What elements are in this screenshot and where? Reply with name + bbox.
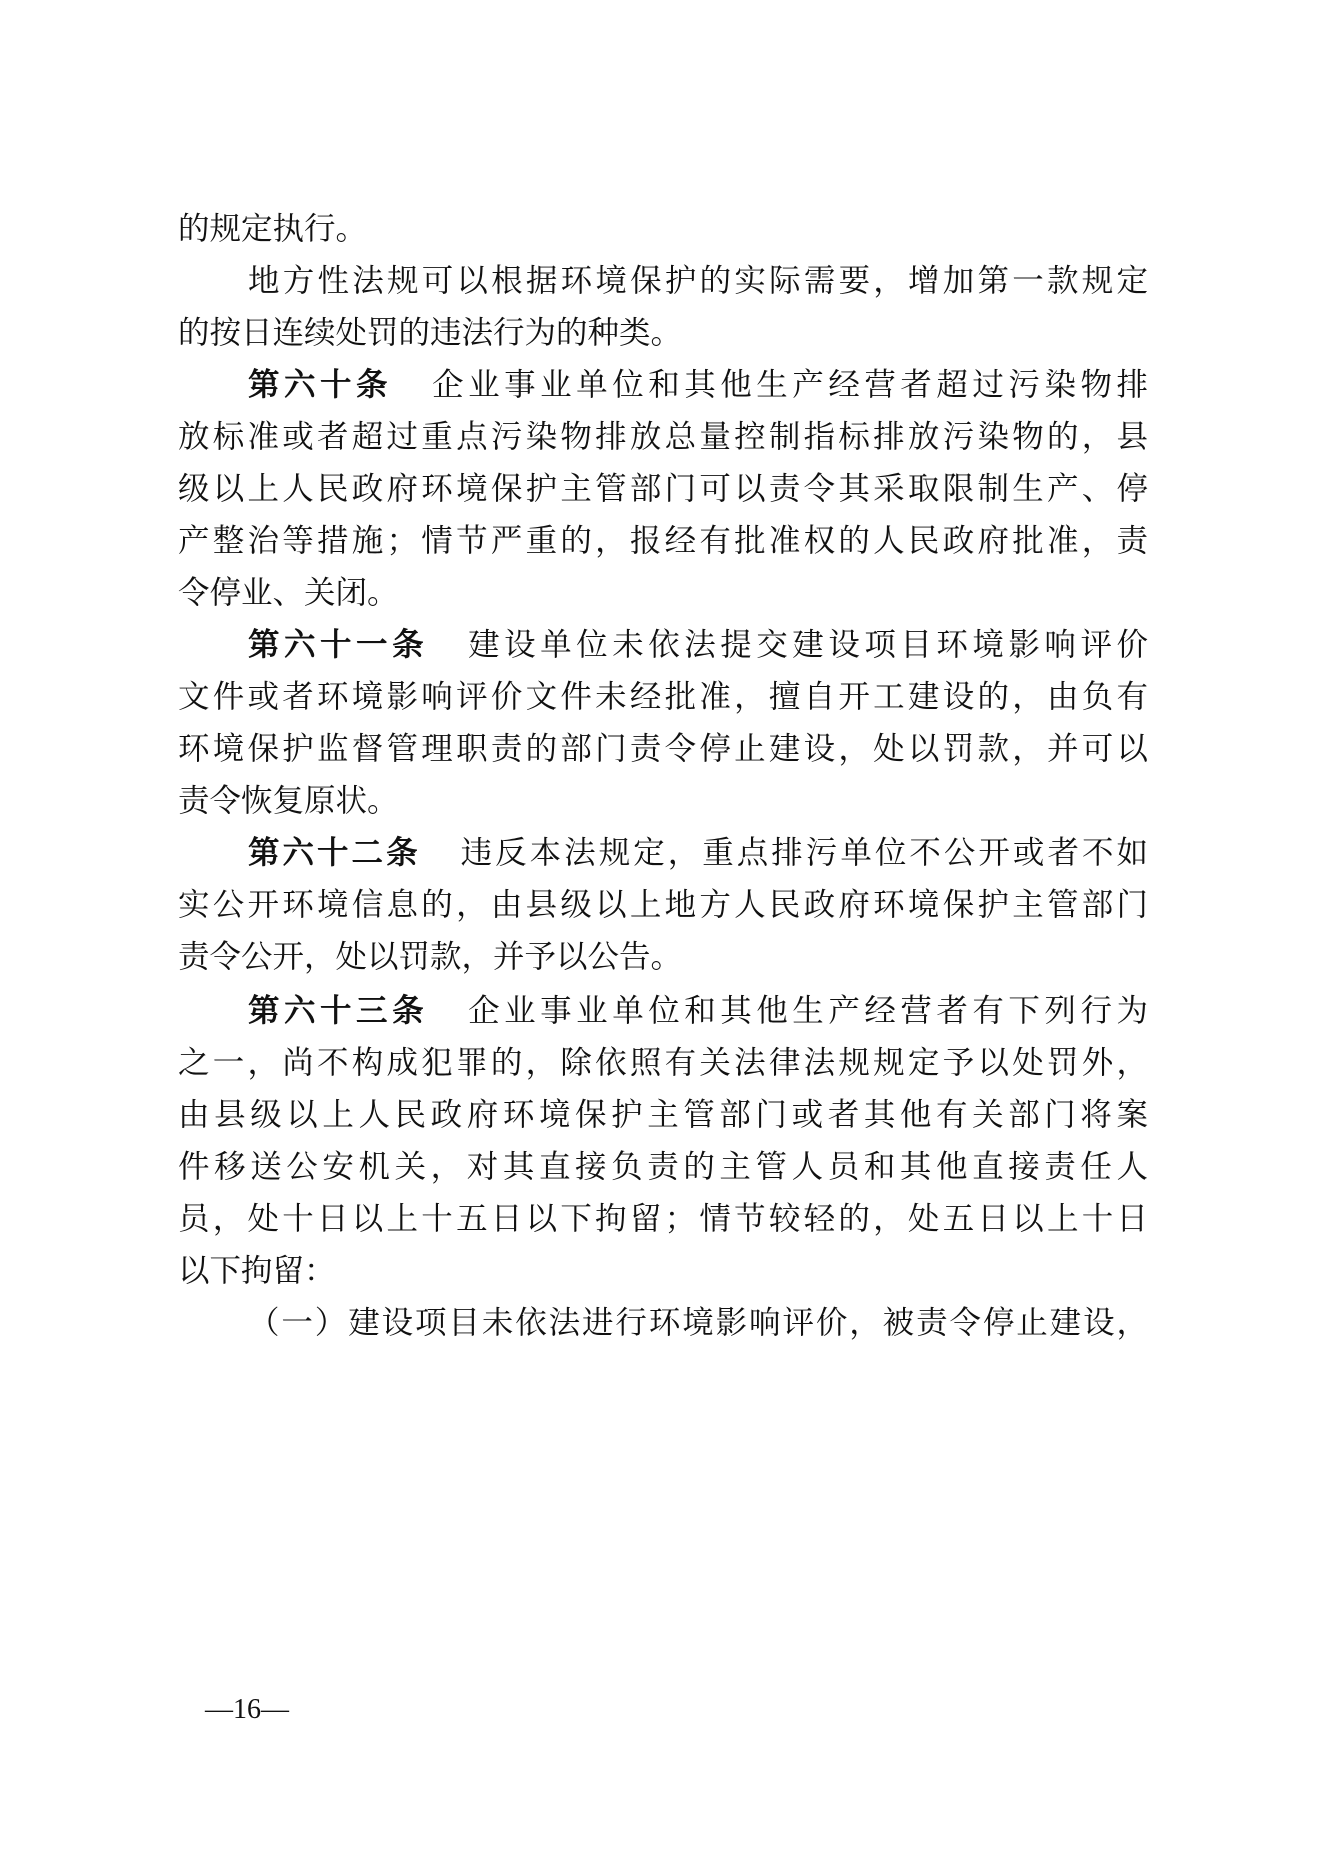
text-line: 由县级以上人民政府环境保护主管部门或者其他有关部门将案	[178, 1097, 1148, 1133]
text-line: 之一，尚不构成犯罪的，除依照有关法律法规规定予以处罚外，	[178, 1045, 1148, 1081]
text-line: 责令公开，处以罚款，并予以公告。	[178, 939, 683, 975]
text-segment: 企业事业单位和其他生产经营者有下列行为	[468, 993, 1148, 1029]
article-heading: 第六十二条	[248, 835, 421, 871]
text-line: 地方性法规可以根据环境保护的实际需要，增加第一款规定	[248, 263, 1148, 299]
text-line: 令停业、关闭。	[178, 575, 399, 611]
article-heading: 第六十三条	[248, 993, 429, 1029]
text-line: 以下拘留：	[178, 1253, 336, 1289]
text-line: 的规定执行。	[178, 211, 368, 247]
text-line: 责令恢复原状。	[178, 783, 399, 819]
page-number: —16—	[205, 1694, 289, 1725]
text-line: 实公开环境信息的，由县级以上地方人民政府环境保护主管部门	[178, 887, 1148, 923]
text-segment: 企业事业单位和其他生产经营者超过污染物排	[432, 367, 1148, 403]
text-line: （一）建设项目未依法进行环境影响评价，被责令停止建设，	[248, 1305, 1148, 1341]
text-line: 的按日连续处罚的违法行为的种类。	[178, 315, 683, 351]
text-segment: 建设单位未依法提交建设项目环境影响评价	[468, 627, 1148, 663]
text-line: 放标准或者超过重点污染物排放总量控制指标排放污染物的，县	[178, 419, 1148, 455]
article-heading: 第六十一条	[248, 627, 429, 663]
text-line: 级以上人民政府环境保护主管部门可以责令其采取限制生产、停	[178, 471, 1148, 507]
text-segment: 违反本法规定，重点排污单位不公开或者不如	[460, 835, 1148, 871]
text-line: 员，处十日以上十五日以下拘留；情节较轻的，处五日以上十日	[178, 1201, 1148, 1237]
text-line: 环境保护监督管理职责的部门责令停止建设，处以罚款，并可以	[178, 731, 1148, 767]
article-heading: 第六十条	[248, 367, 393, 403]
text-line: 件移送公安机关，对其直接负责的主管人员和其他直接责任人	[178, 1149, 1148, 1185]
text-line: 文件或者环境影响评价文件未经批准，擅自开工建设的，由负有	[178, 679, 1148, 715]
text-line: 产整治等措施；情节严重的，报经有批准权的人民政府批准，责	[178, 523, 1148, 559]
